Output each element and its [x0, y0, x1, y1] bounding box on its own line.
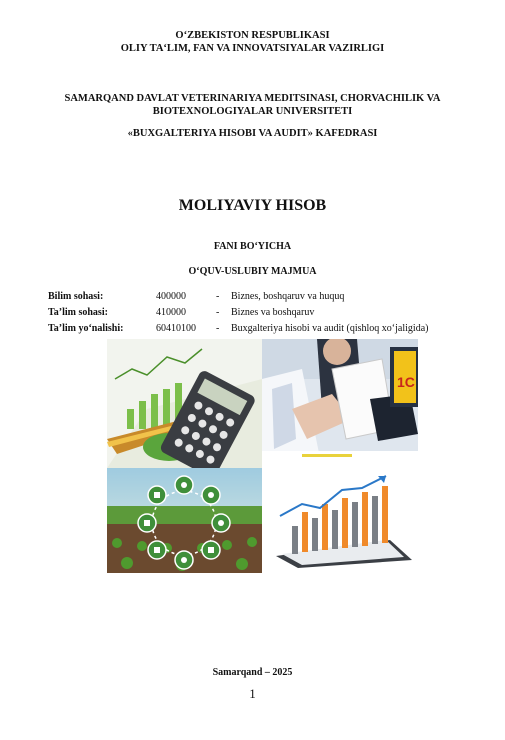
document-title: MOLIYAVIY HISOB [178, 197, 327, 214]
info-label: Bilim sohasi: [48, 291, 104, 302]
subtitle-subject: FANI BO‘YICHA [213, 241, 292, 252]
info-row [48, 289, 428, 305]
smart-farming-image [107, 468, 262, 573]
info-dash: - [216, 291, 220, 302]
page-number: 1 [249, 686, 256, 701]
info-code: 60410100 [156, 323, 196, 334]
info-label: Ta’lim yo‘nalishi: [48, 323, 124, 334]
ministry-header [0, 29, 505, 55]
university-header [0, 92, 505, 118]
info-code: 410000 [156, 307, 186, 318]
info-row [48, 305, 428, 321]
info-dash: - [216, 307, 220, 318]
tablet-bar-chart-image [262, 468, 418, 573]
header-line-3: SAMARQAND DAVLAT VETERINARIYA MEDITSINASI, CHORVACHILIK VA [64, 93, 441, 104]
department-header: «BUXGALTERIYA HISOBI VA AUDIT» KAFEDRASI [127, 128, 378, 139]
office-work-image [262, 339, 418, 468]
header-line-2: OLIY TA‘LIM, FAN VA INNOVATSIYALAR VAZIRLIGI [120, 43, 385, 54]
info-label: Ta’lim sohasi: [48, 307, 108, 318]
badge-1c-text: 1C [397, 374, 415, 390]
info-code: 400000 [156, 291, 186, 302]
info-dash: - [216, 323, 220, 334]
info-value: Biznes va boshqaruv [231, 307, 315, 318]
info-table [48, 289, 428, 337]
info-value: Biznes, boshqaruv va huquq [231, 291, 345, 302]
subtitle-complex: O‘QUV-USLUBIY MAJMUA [188, 266, 317, 277]
footer-city-year: Samarqand – 2025 [212, 667, 293, 678]
info-row [48, 321, 428, 337]
info-value: Buxgalteriya hisobi va audit (qishloq xo‘jaligida) [231, 323, 429, 334]
header-line-4: BIOTEXNOLOGIYALAR UNIVERSITETI [152, 106, 353, 117]
calculator-charts-image [107, 339, 262, 468]
header-line-1: O‘ZBEKISTON RESPUBLIKASI [175, 30, 330, 41]
